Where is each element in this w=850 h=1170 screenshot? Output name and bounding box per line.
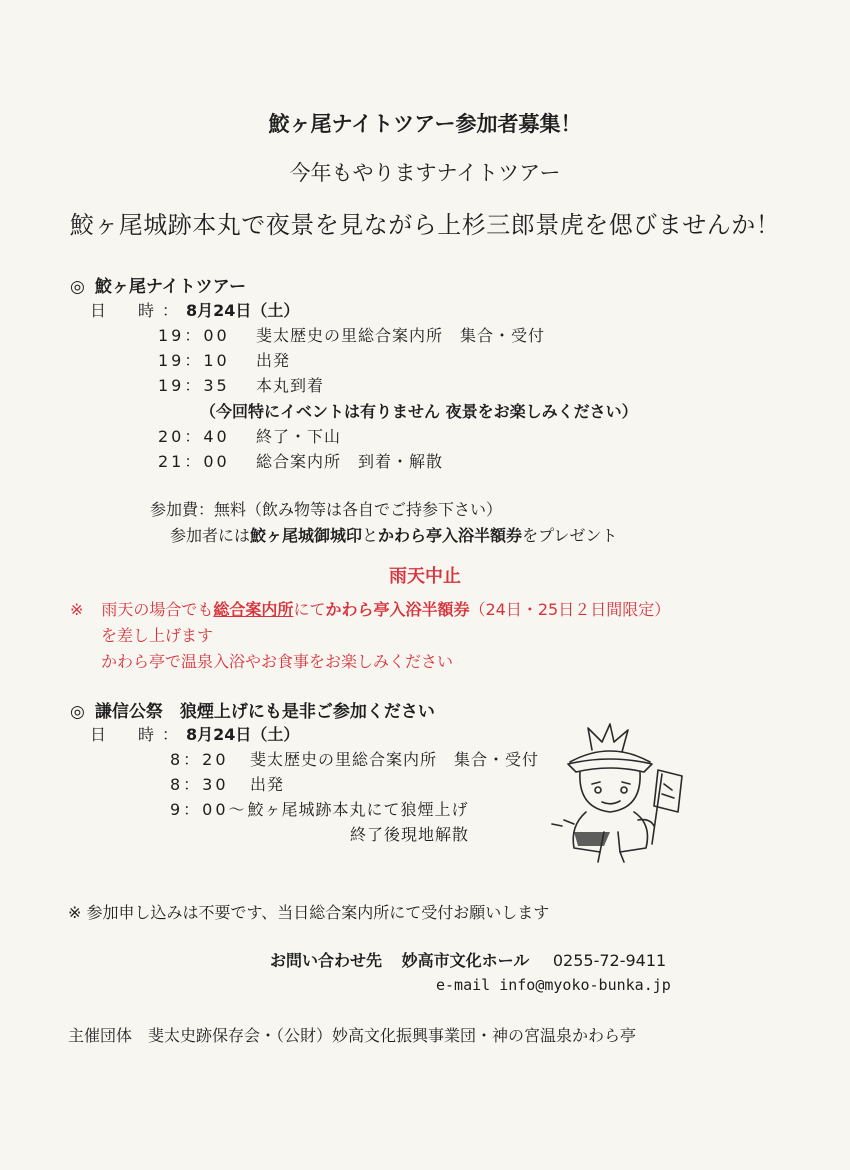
schedule-time: 8：20 <box>170 750 229 769</box>
date-value: 8月24日（土） <box>186 301 300 320</box>
gift-mid: と <box>362 526 379 545</box>
rain-line-3: かわら亭で温泉入浴やお食事をお楽しみください <box>101 652 454 671</box>
date-value: 8月24日（土） <box>186 725 300 744</box>
date-label: 日 時： <box>90 301 187 320</box>
flyer-subtitle: 今年もやりますナイトツアー <box>289 161 561 185</box>
rain-cancel-label: 雨天中止 <box>389 566 461 587</box>
schedule-desc: 本丸到着 <box>256 376 325 395</box>
contact-line <box>270 948 666 971</box>
gift-suffix: をプレゼント <box>522 526 618 545</box>
schedule-row <box>158 373 324 396</box>
schedule-desc: 斐太歴史の里総合案内所 集合・受付 <box>250 750 540 769</box>
rain-line-2: を差し上げます <box>101 626 214 645</box>
schedule-time: 20：40 <box>158 427 230 446</box>
double-circle-icon: ◎ <box>70 702 85 722</box>
schedule-row <box>170 747 539 770</box>
end-note: 終了後現地解散 <box>350 825 470 844</box>
registration-notice: ※ 参加申し込みは不要です、当日総合案内所にて受付お願いします <box>68 903 550 922</box>
contact-email[interactable]: e-mail info@myoko-bunka.jp <box>436 976 671 994</box>
rain-coupon: かわら亭入浴半額券 <box>325 600 470 619</box>
schedule-desc: 終了・下山 <box>256 427 342 446</box>
section1-heading <box>70 272 246 297</box>
rain-text: にて <box>293 600 326 619</box>
rain-place: 総合案内所 <box>213 600 294 619</box>
flyer-tagline: 鮫ヶ尾城跡本丸で夜景を見ながら上杉三郎景虎を偲びませんか！ <box>69 211 781 239</box>
schedule-time: 8：30 <box>170 775 229 794</box>
schedule-time: 9：00～ <box>170 800 248 819</box>
schedule-row <box>170 797 469 820</box>
gift-prefix: 参加者には <box>170 526 251 545</box>
schedule-desc: 斐太歴史の里総合案内所 集合・受付 <box>256 326 546 345</box>
gift-text <box>170 523 617 546</box>
section1-date <box>90 298 299 321</box>
double-circle-icon: ◎ <box>70 277 85 297</box>
contact-label: お問い合わせ先 <box>270 951 383 970</box>
schedule-time: 19：35 <box>158 376 230 395</box>
schedule-desc: 出発 <box>256 351 291 370</box>
contact-phone: 0255-72-9411 <box>552 951 667 970</box>
schedule-time: 21：00 <box>158 452 230 471</box>
gift-item-coupon: かわら亭入浴半額券 <box>378 526 523 545</box>
rain-period: （24日・25日２日間限定） <box>469 600 671 619</box>
schedule-row <box>170 772 284 795</box>
schedule-row <box>158 424 341 447</box>
contact-org: 妙高市文化ホール <box>401 951 530 970</box>
rain-text: 雨天の場合でも <box>101 600 214 619</box>
schedule-row <box>158 323 545 346</box>
schedule-desc: 総合案内所 到着・解散 <box>256 452 444 471</box>
section2-date <box>90 722 299 745</box>
schedule-row <box>158 348 290 371</box>
samurai-illustration <box>540 720 690 865</box>
no-event-note: （今回特にイベントは有りません 夜景をお楽しみください） <box>200 402 638 421</box>
flyer-title: 鮫ヶ尾ナイトツアー参加者募集！ <box>268 112 582 136</box>
schedule-row <box>158 449 443 472</box>
note-mark: ※ <box>70 600 84 619</box>
section1-heading-text: 鮫ヶ尾ナイトツアー <box>94 277 247 297</box>
schedule-desc: 出発 <box>250 775 285 794</box>
date-label: 日 時： <box>90 725 187 744</box>
schedule-time: 19：10 <box>158 351 230 370</box>
fee-text: 参加費：無料（飲み物等は各自でご持参下さい） <box>150 500 503 519</box>
gift-item-seal: 鮫ヶ尾城御城印 <box>250 526 363 545</box>
schedule-desc: 鮫ヶ尾城跡本丸にて狼煙上げ <box>247 800 469 819</box>
section2-heading-text: 謙信公祭 狼煙上げにも是非ご参加ください <box>94 702 435 722</box>
organizers-line: 主催団体 斐太史跡保存会・（公財）妙高文化振興事業団・神の宮温泉かわら亭 <box>68 1026 637 1045</box>
rain-line-1 <box>70 597 670 620</box>
section2-heading <box>70 697 435 722</box>
schedule-time: 19：00 <box>158 326 230 345</box>
